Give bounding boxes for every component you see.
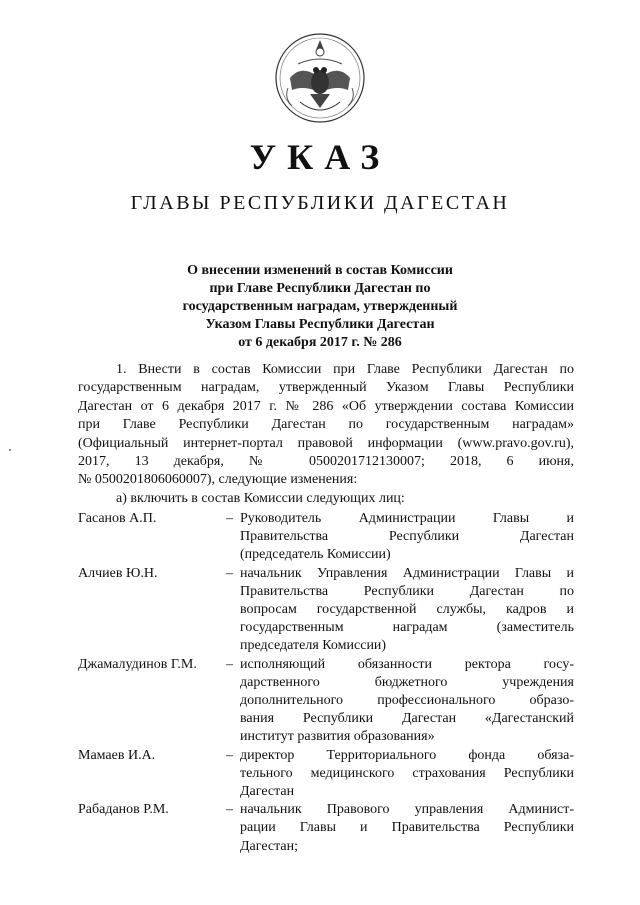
role-line: исполняющий обязанности ректора госу- [240,656,574,672]
role-line: Дагестан [240,784,295,800]
member-dash: – [226,802,233,818]
member-name: Гасанов А.П. [78,511,157,526]
role-line: Правительства Республики Дагестан по [240,583,574,599]
member-role [240,801,574,856]
member-entry [78,747,574,802]
role-line: Правительства Республики Дагестан [240,529,574,545]
member-role [240,656,574,747]
role-line: председателя Комиссии) [240,638,387,654]
scan-speck [9,449,11,451]
member-entry [78,801,574,856]
member-dash: – [226,511,233,526]
paragraph-line: 1. Внести в состав Комиссии при Главе Республики Дагестан по [116,362,574,377]
member-name: Алчиев Ю.Н. [78,565,158,581]
member-role [240,510,574,565]
member-dash: – [226,656,233,672]
role-line: начальник Управления Администрации Главы и [240,565,574,581]
coat-of-arms-emblem [270,28,370,128]
paragraph-line: (Официальный интернет-портал правовой информации (www.pravo.gov.ru), [78,435,574,451]
role-line: вания Республики Дагестан «Дагестанский [240,711,574,727]
heading-line: О внесении изменений в состав Комиссии [187,263,453,278]
member-name: Мамаев И.А. [78,747,156,763]
role-line: (председатель Комиссии) [240,547,391,563]
role-line: Руководитель Администрации Главы и [240,511,574,526]
role-line: вопросам государственной службы, кадров и [240,602,574,618]
member-name: Рабаданов Р.М. [78,802,169,818]
role-line: дарственного бюджетного учреждения [240,674,574,690]
member-entry [78,565,574,656]
role-line: Дагестан; [240,838,298,854]
member-dash: – [226,565,233,581]
paragraph-line: государственным наградам, утвержденный Указом Главы Республики [78,380,574,396]
decree-subtitle: ГЛАВЫ РЕСПУБЛИКИ ДАГЕСТАН [130,192,510,214]
member-entry [78,656,574,747]
decree-heading [120,262,520,352]
role-line: тельного медицинского страхования Республики [240,765,574,781]
member-name: Джамалудинов Г.М. [78,656,197,672]
member-entry [78,510,574,565]
paragraph-line: № 0500201806060007), следующие изменения: [78,472,358,488]
role-line: начальник Правового управления Админист- [240,802,574,818]
decree-title: УКАЗ [249,137,391,177]
heading-line: от 6 декабря 2017 г. № 286 [238,335,402,350]
heading-line: при Главе Республики Дагестан по [209,281,431,296]
role-line: институт развития образования» [240,729,435,745]
paragraph-line: 2017, 13 декабря, № 0500201712130007; 2018, 6 июня, [78,454,574,470]
decree-paragraph [78,361,574,508]
role-line: директор Территориального фонда обяза- [240,747,574,763]
heading-line: Указом Главы Республики Дагестан [205,317,435,332]
member-role [240,565,574,656]
role-line: государственным наградам (заместитель [240,620,574,636]
role-line: рации Главы и Правительства Республики [240,820,574,836]
member-dash: – [226,747,233,763]
paragraph-line: при Главе Республики Дагестан по государственным наградам» [78,417,574,433]
paragraph-line: Дагестан от 6 декабря 2017 г. № 286 «Об утверждении состава Комиссии [78,398,574,414]
member-role [240,747,574,802]
heading-line: государственным наградам, утвержденный [182,299,458,314]
role-line: дополнительного профессионального образо- [240,693,574,709]
paragraph-line: а) включить в состав Комиссии следующих лиц: [116,490,405,506]
members-list [78,510,574,856]
